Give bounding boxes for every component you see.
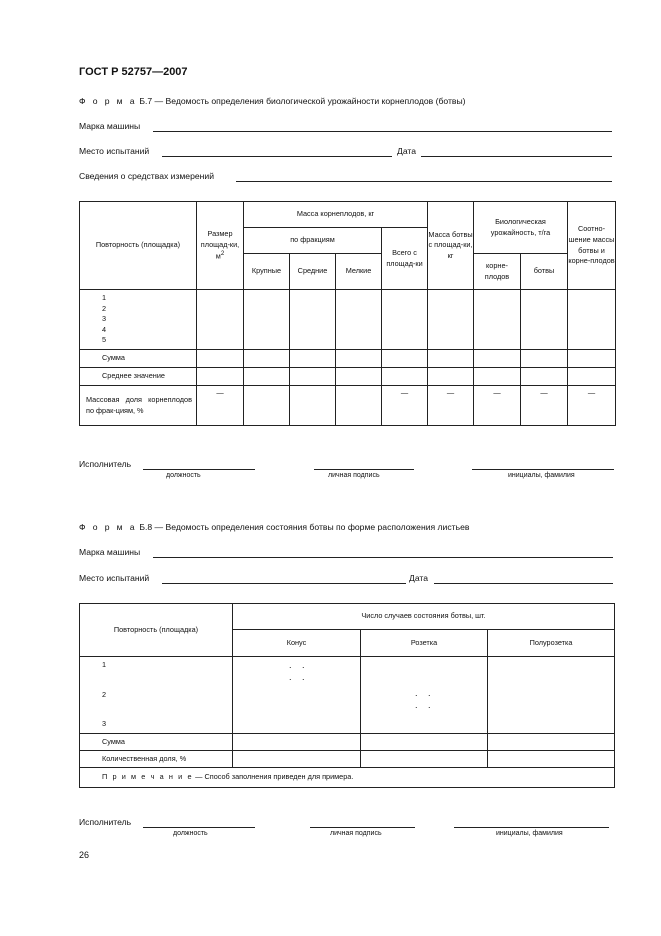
signature-caption: личная подпись — [328, 472, 380, 479]
machine-label: Марка машины — [79, 547, 141, 557]
date-label: Дата — [409, 573, 429, 583]
form-b7-table — [79, 201, 616, 426]
form-b7-title — [79, 96, 466, 106]
cone-marks: . . . . — [289, 660, 309, 682]
instruments-field[interactable] — [236, 181, 612, 182]
table-cell[interactable] — [244, 368, 290, 386]
row-number: 1 — [102, 660, 107, 669]
position-field[interactable] — [143, 827, 255, 828]
cone-cell[interactable] — [233, 657, 361, 734]
machine-field[interactable] — [153, 131, 612, 132]
instruments-label: Сведения о средствах измерений — [79, 171, 214, 181]
rosette-marks: . . . . — [415, 688, 435, 710]
table-cell[interactable] — [336, 290, 382, 350]
col-header-semi-rosette: Полурозетка — [488, 630, 615, 657]
table-cell[interactable] — [382, 368, 428, 386]
table-cell[interactable] — [233, 734, 361, 751]
col-header-roots: корне-плодов — [474, 254, 521, 290]
col-header-tops: ботвы — [521, 254, 568, 290]
col-header-rosette: Розетка — [361, 630, 488, 657]
executor-label: Исполнитель — [79, 817, 132, 827]
table-cell[interactable] — [428, 368, 474, 386]
table-cell[interactable] — [568, 368, 616, 386]
table-cell[interactable] — [197, 350, 244, 368]
date-field[interactable] — [434, 583, 613, 584]
table-cell[interactable] — [568, 290, 616, 350]
place-field[interactable] — [162, 583, 406, 584]
row-mean-label: Среднее значение — [80, 368, 197, 386]
row-sum-label: Сумма — [80, 734, 233, 751]
place-label: Место испытаний — [79, 146, 150, 156]
position-field[interactable] — [143, 469, 255, 470]
col-header-cases-group: Число случаев состояния ботвы, шт. — [233, 604, 615, 630]
row-sum-label: Сумма — [80, 350, 197, 368]
signature-field[interactable] — [310, 827, 415, 828]
col-header-cone: Конус — [233, 630, 361, 657]
table-cell[interactable] — [382, 350, 428, 368]
name-caption: инициалы, фамилия — [508, 472, 575, 479]
table-cell[interactable] — [488, 734, 615, 751]
table-cell[interactable] — [361, 751, 488, 768]
col-header-bio-group: Биологическая урожайность, т/га — [474, 202, 568, 254]
form-title-text: Б.8 — Ведомость определения состояния ботвы по форме расположения листьев — [139, 522, 470, 532]
dash-cell: — — [474, 386, 521, 426]
table-cell[interactable] — [474, 290, 521, 350]
table-cell[interactable] — [474, 350, 521, 368]
table-cell[interactable] — [233, 751, 361, 768]
executor-label: Исполнитель — [79, 459, 132, 469]
table-cell[interactable] — [244, 290, 290, 350]
semi-rosette-cell[interactable] — [488, 657, 615, 734]
place-label: Место испытаний — [79, 573, 150, 583]
table-cell[interactable] — [521, 350, 568, 368]
table-cell[interactable] — [290, 368, 336, 386]
col-header-tops-mass: Масса ботвы с площад-ки, кг — [428, 202, 474, 290]
position-caption: должность — [166, 472, 201, 479]
table-cell[interactable] — [290, 290, 336, 350]
row-share-label: Количественная доля, % — [80, 751, 233, 768]
col-header-total: Всего с площад-ки — [382, 228, 428, 290]
dash-cell: — — [197, 386, 244, 426]
table-cell[interactable] — [336, 386, 382, 426]
form-word: Ф о р м а — [79, 96, 137, 106]
page-number: 26 — [79, 850, 90, 860]
table-cell[interactable] — [244, 350, 290, 368]
table-cell[interactable] — [428, 350, 474, 368]
table-cell[interactable] — [244, 386, 290, 426]
name-field[interactable] — [472, 469, 614, 470]
col-header-medium: Средние — [290, 254, 336, 290]
name-field[interactable] — [454, 827, 609, 828]
document-header: ГОСТ Р 52757—2007 — [79, 66, 188, 78]
table-cell[interactable] — [290, 386, 336, 426]
machine-label: Марка машины — [79, 121, 141, 131]
form-word: Ф о р м а — [79, 522, 137, 532]
date-label: Дата — [397, 146, 417, 156]
col-header-repeat: Повторность (площадка) — [80, 202, 197, 290]
row-number: 2 — [102, 690, 107, 699]
machine-field[interactable] — [153, 557, 613, 558]
table-cell[interactable] — [428, 290, 474, 350]
place-field[interactable] — [162, 156, 392, 157]
row-number: 3 — [102, 719, 107, 728]
table-cell[interactable] — [521, 368, 568, 386]
row-share-label: Массовая доля корнеплодов по фрак-циям, % — [80, 386, 197, 426]
table-cell[interactable] — [361, 734, 488, 751]
col-header-large: Крупные — [244, 254, 290, 290]
table-cell[interactable] — [336, 350, 382, 368]
col-header-ratio: Соотно-шение массы ботвы и корне-плодов — [568, 202, 616, 290]
signature-field[interactable] — [314, 469, 414, 470]
table-cell[interactable] — [382, 290, 428, 350]
col-header-repeat: Повторность (площадка) — [80, 604, 233, 657]
table-cell[interactable] — [197, 290, 244, 350]
table-cell[interactable] — [290, 350, 336, 368]
form-title-text: Б.7 — Ведомость определения биологической урожайности корнеплодов (ботвы) — [139, 96, 466, 106]
table-cell[interactable] — [474, 368, 521, 386]
col-header-mass-group: Масса корнеплодов, кг — [244, 202, 428, 228]
table-note: П р и м е ч а н и е — Способ заполнения приведен для примера. — [80, 768, 615, 788]
table-cell[interactable] — [197, 368, 244, 386]
table-cell[interactable] — [521, 290, 568, 350]
signature-caption: личная подпись — [330, 830, 382, 837]
form-b8-table — [79, 603, 615, 788]
dash-cell: — — [382, 386, 428, 426]
date-field[interactable] — [421, 156, 612, 157]
table-cell[interactable] — [568, 350, 616, 368]
col-header-size: Размер площад-ки, $м^2$ — [197, 202, 244, 290]
rosette-cell[interactable] — [361, 657, 488, 734]
table-cell[interactable] — [488, 751, 615, 768]
col-header-small: Мелкие — [336, 254, 382, 290]
form-b8-title — [79, 522, 469, 532]
col-header-by-fraction: по фракциям — [244, 228, 382, 254]
dash-cell: — — [428, 386, 474, 426]
name-caption: инициалы, фамилия — [496, 830, 563, 837]
repeat-rows-cell — [80, 657, 233, 734]
position-caption: должность — [173, 830, 208, 837]
repeat-numbers-cell: 1 2 3 4 5 — [80, 290, 197, 350]
dash-cell: — — [521, 386, 568, 426]
dash-cell: — — [568, 386, 616, 426]
table-cell[interactable] — [336, 368, 382, 386]
